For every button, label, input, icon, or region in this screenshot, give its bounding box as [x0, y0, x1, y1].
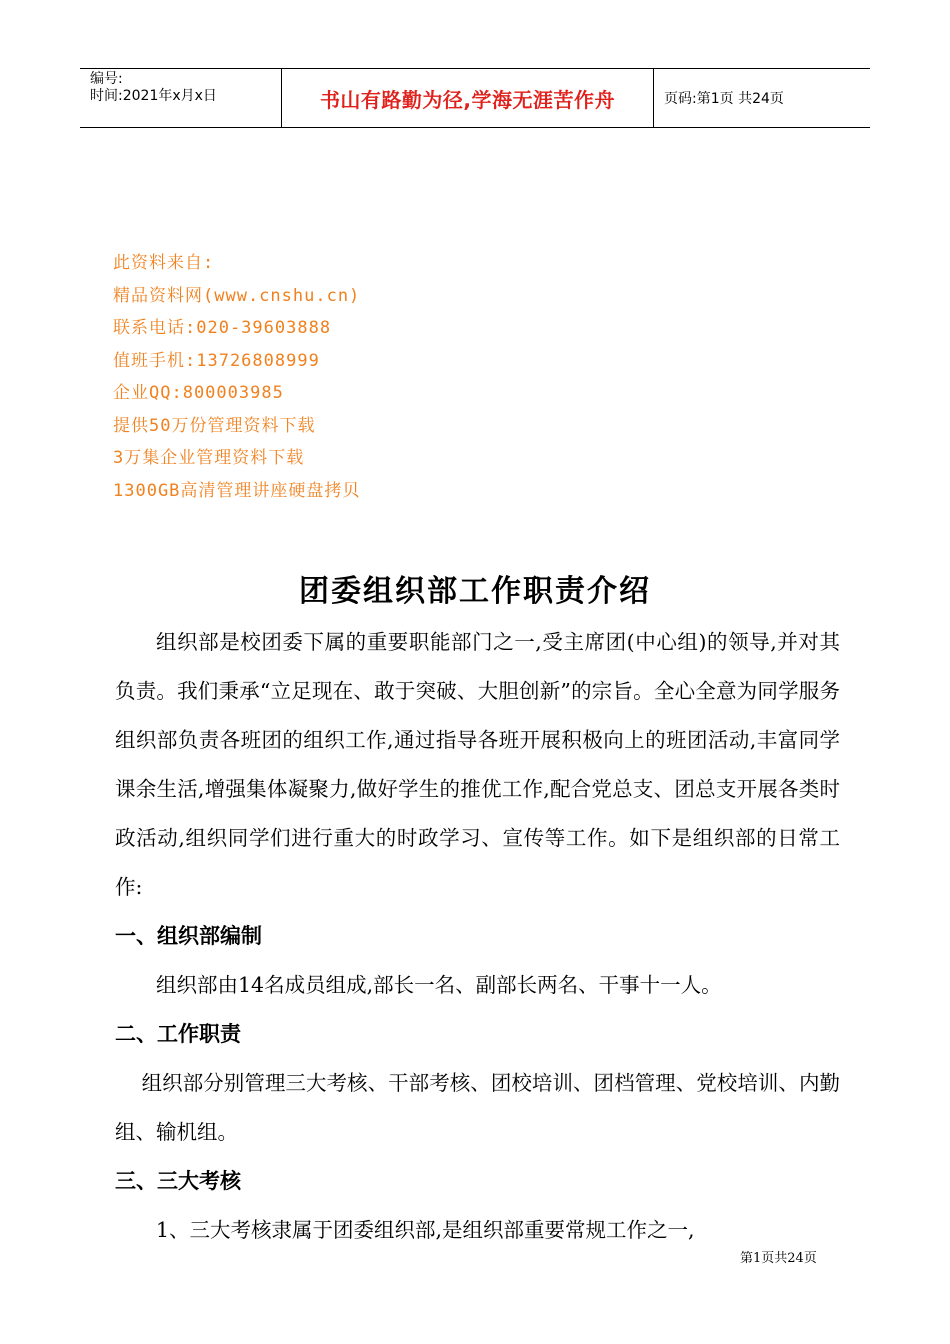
- page-footer: 第1页共24页: [740, 1251, 817, 1266]
- header-number: 编号:: [90, 71, 123, 87]
- page-header: [80, 68, 870, 128]
- section-heading: 一、组织部编制: [115, 924, 262, 948]
- source-line: 联系电话:020-39603888: [113, 318, 332, 338]
- section-heading: 三、三大考核: [115, 1169, 241, 1193]
- section-paragraph: 1、三大考核隶属于团委组织部,是组织部重要常规工作之一,: [156, 1218, 695, 1242]
- section-paragraph: 组织部由14名成员组成,部长一名、副部长两名、干事十一人。: [156, 973, 722, 997]
- header-time: 时间:2021年x月x日: [90, 88, 217, 104]
- header-meta: [80, 69, 282, 127]
- source-line: 提供50万份管理资料下载: [113, 415, 316, 436]
- source-info: [113, 247, 360, 507]
- section-paragraph: 组织部分别管理三大考核、干部考核、团校培训、团档管理、党校培训、内勤组、输机组。: [115, 1071, 840, 1144]
- source-line: 此资料来自:: [113, 253, 215, 273]
- section-heading: 二、工作职责: [115, 1022, 241, 1046]
- document-body: [115, 618, 840, 1255]
- intro-paragraph: 组织部是校团委下属的重要职能部门之一,受主席团(中心组)的领导,并对其负责。我们秉承“立足现在、敢于突破、大胆创新”的宗旨。全心全意为同学服务组织部负责各班团的组织工作,通过指导各班开展积极向上的班团活动,丰富同学课余生活,增强集体凝聚力,做好学生的推优工作,配合党总支、团总支开展各类时政活动,组织同学们进行重大的时政学习、宣传等工作。如下是组织部的日常工作:: [115, 630, 840, 899]
- source-line: 企业QQ:800003985: [113, 383, 284, 403]
- source-line: 精品资料网(www.cnshu.cn): [113, 285, 361, 306]
- source-line: 值班手机:13726808999: [113, 350, 320, 371]
- header-page-number: 页码:第1页 共24页: [664, 91, 784, 107]
- source-line: 3万集企业管理资料下载: [113, 448, 305, 468]
- source-line: 1300GB高清管理讲座硬盘拷贝: [113, 480, 361, 501]
- document-title: 团委组织部工作职责介绍: [299, 574, 651, 609]
- header-motto: 书山有路勤为径,学海无涯苦作舟: [282, 69, 654, 127]
